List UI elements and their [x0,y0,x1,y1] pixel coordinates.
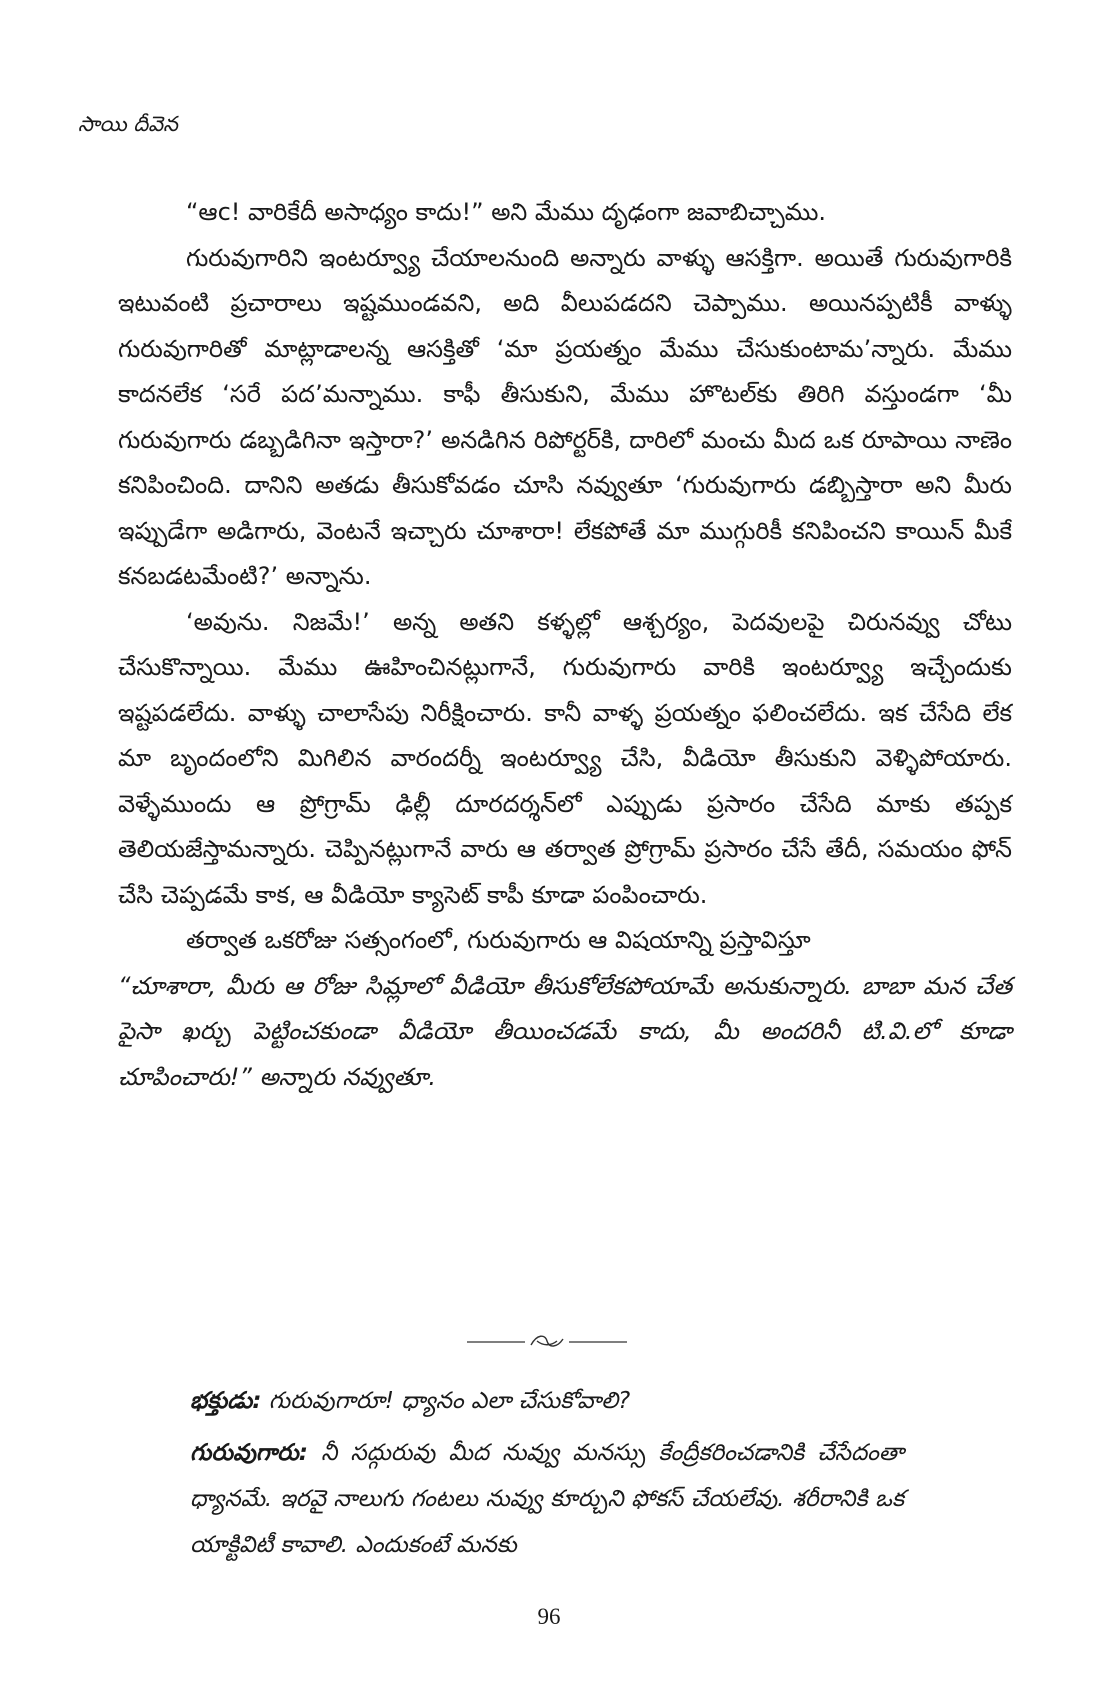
paragraph-5-quote: “చూశారా, మీరు ఆ రోజు సిమ్లాలో వీడియో తీసుకోలేకపోయామే అనుకున్నారు. బాబా మన చేత పైసా ఖర్చు పెట్టించకుండా వీడియో తీయించడమే కాదు, మీ అందరినీ టి.వి.లో కూడా చూపించారు!” అన్నారు నవ్వుతూ. [118,971,1012,1091]
page-number: 96 [537,1604,561,1629]
qa-dialogue [190,1378,904,1574]
body-text [118,190,1012,1100]
section-divider-ornament [467,1332,627,1352]
guru-answer [190,1430,904,1568]
devotee-label: భక్తుడు: [190,1388,262,1414]
devotee-text: గురువుగారూ! ధ్యానం ఎలా చేసుకోవాలి? [261,1388,631,1414]
running-header: సాయి దీవెన [78,112,178,136]
guru-text: నీ సద్గురువు మీద నువ్వు మనస్సు కేంద్రీకరించడానికి చేసేదంతా ధ్యానమే. ఇరవై నాలుగు గంటలు నువ్వు కూర్చుని ఫోకస్ చేయలేవు. శరీరానికి ఒక యాక్టివిటీ కావాలి. ఎందుకంటే మనకు [190,1440,904,1558]
devotee-question [190,1378,904,1424]
paragraph-1: “ఆc! వారికేదీ అసాధ్యం కాదు!” అని మేము దృఢంగా జవాబిచ్చాము. [186,198,827,226]
guru-label: గురువుగారు: [190,1440,308,1466]
paragraph-3: ‘అవును. నిజమే!’ అన్న అతని కళ్ళల్లో ఆశ్చర్యం, పెదవులపై చిరునవ్వు చోటు చేసుకొన్నాయి. మేము ఊహించినట్లుగానే, గురువుగారు వారికి ఇంటర్వ్యూ ఇచ్చేందుకు ఇష్టపడలేదు. వాళ్ళు చాలాసేపు నిరీక్షించారు. కానీ వాళ్ళ ప్రయత్నం ఫలించలేదు. ఇక చేసేది లేక మా బృందంలోని మిగిలిన వారందర్నీ ఇంటర్వ్యూ చేసి, వీడియో తీసుకుని వెళ్ళిపోయారు. వెళ్ళేముందు ఆ ప్రోగ్రామ్ ఢిల్లీ దూరదర్శన్‌లో ఎప్పుడు ప్రసారం చేసేది మాకు తప్పక తెలియజేస్తామన్నారు. చెప్పినట్లుగానే వారు ఆ తర్వాత ప్రోగ్రామ్ ప్రసారం చేసే తేదీ, సమయం ఫోన్ చేసి చెప్పడమే కాక, ఆ వీడియో క్యాసెట్ కాపీ కూడా పంపించారు. [118,607,1012,909]
paragraph-2: గురువుగారిని ఇంటర్వ్యూ చేయాలనుంది అన్నారు వాళ్ళు ఆసక్తిగా. అయితే గురువుగారికి ఇటువంటి ప్రచారాలు ఇష్టముండవని, అది వీలుపడదని చెప్పాము. అయినప్పటికీ వాళ్ళు గురువుగారితో మాట్లాడాలన్న ఆసక్తితో ‘మా ప్రయత్నం మేము చేసుకుంటామ’న్నారు. మేము కాదనలేక ‘సరే పద’మన్నాము. కాఫీ తీసుకుని, మేము హొటల్‌కు తిరిగి వస్తుండగా ‘మీ గురువుగారు డబ్బడిగినా ఇస్తారా?’ అనడిగిన రిపోర్టర్‌కి, దారిలో మంచు మీద ఒక రూపాయి నాణెం కనిపించింది. దానిని అతడు తీసుకోవడం చూసి నవ్వుతూ ‘గురువుగారు డబ్బిస్తారా అని మీరు ఇప్పుడేగా అడిగారు, వెంటనే ఇచ్చారు చూశారా! లేకపోతే మా ముగ్గురికీ కనిపించని కాయిన్ మీకే కనబడటమేంటి?’ అన్నాను. [118,243,1012,590]
paragraph-4: తర్వాత ఒకరోజు సత్సంగంలో, గురువుగారు ఆ విషయాన్ని ప్రస్తావిస్తూ [186,926,811,954]
